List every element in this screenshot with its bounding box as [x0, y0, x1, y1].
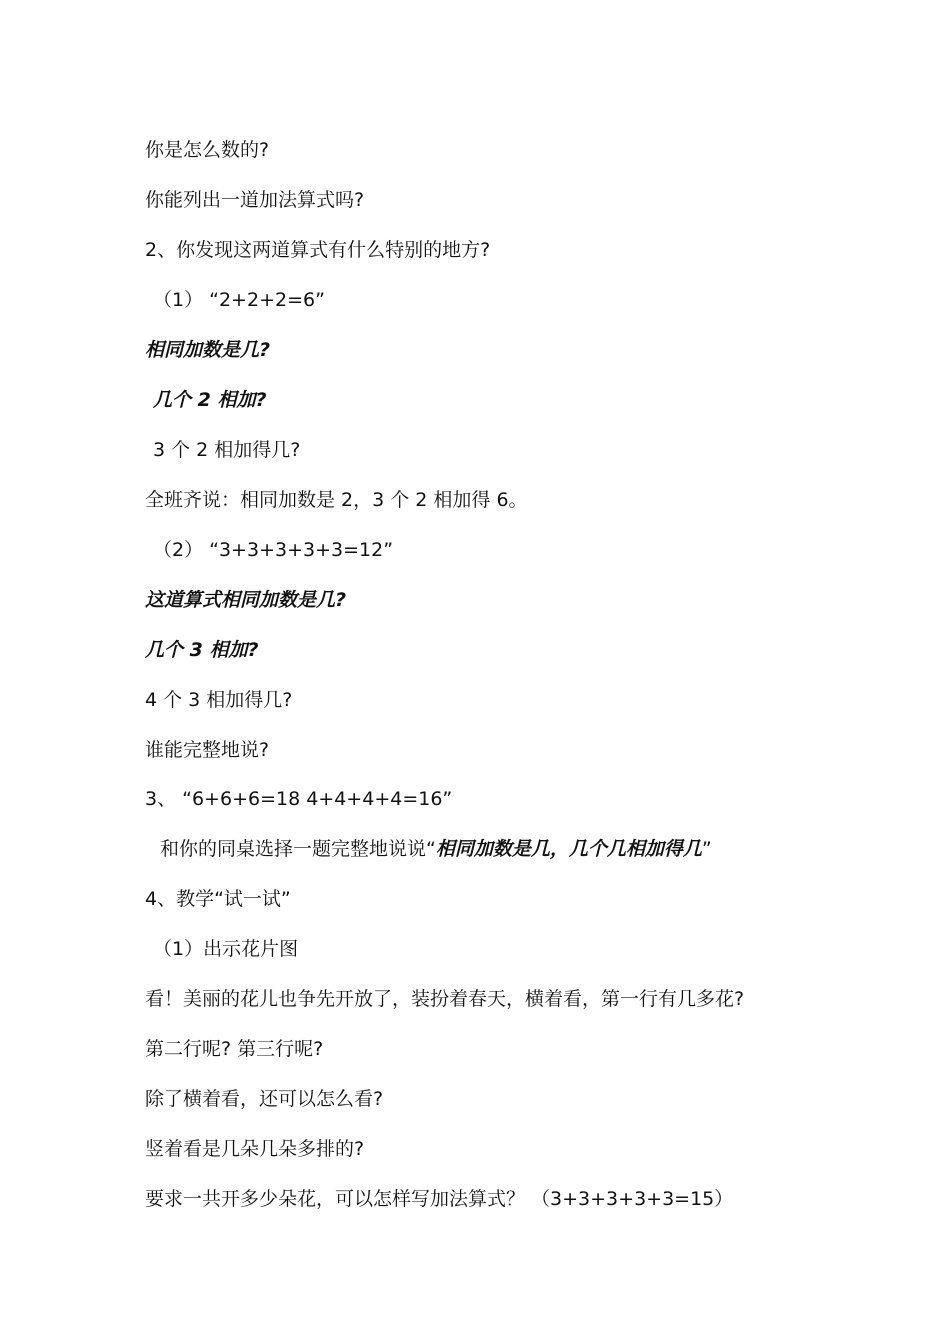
- formula-line: 3、 “6+6+6=18 4+4+4+4=16”: [145, 788, 453, 810]
- emphasized-question: 几个 2 相加?: [153, 389, 267, 411]
- formula-line: （2） “3+3+3+3+3=12”: [153, 539, 394, 561]
- text-line: 全班齐说：相同加数是 2，3 个 2 相加得 6。: [145, 489, 528, 511]
- text-line: 谁能完整地说?: [145, 739, 270, 761]
- numbered-heading: 4、教学“试一试”: [145, 888, 291, 910]
- text-line: 你是怎么数的?: [145, 139, 270, 161]
- emphasized-text: 相同加数是几，几个几相加得几: [435, 838, 702, 860]
- text-line: 3 个 2 相加得几?: [153, 439, 301, 461]
- numbered-question: 2、你发现这两道算式有什么特别的地方?: [145, 239, 491, 261]
- text-line: 第二行呢? 第三行呢?: [145, 1038, 324, 1060]
- emphasized-question: 几个 3 相加?: [145, 639, 259, 661]
- line-suffix: ”: [701, 838, 712, 860]
- text-line: 竖着看是几朵几朵多排的?: [145, 1138, 365, 1160]
- text-line: 看！美丽的花儿也争先开放了，装扮着春天，横着看，第一行有几多花?: [145, 988, 745, 1010]
- emphasized-question: 这道算式相同加数是几?: [145, 589, 347, 611]
- text-line: 要求一共开多少朵花，可以怎样写加法算式？ （3+3+3+3+3=15）: [145, 1188, 734, 1210]
- text-line: （1）出示花片图: [153, 938, 299, 960]
- text-line: 除了横着看，还可以怎么看?: [145, 1088, 384, 1110]
- text-line: 4 个 3 相加得几?: [145, 689, 293, 711]
- text-line: 你能列出一道加法算式吗?: [145, 189, 365, 211]
- formula-line: （1） “2+2+2=6”: [153, 289, 325, 311]
- emphasized-question: 相同加数是几?: [145, 339, 271, 361]
- mixed-line: [160, 836, 712, 862]
- line-prefix: 和你的同桌选择一题完整地说说“: [160, 838, 436, 860]
